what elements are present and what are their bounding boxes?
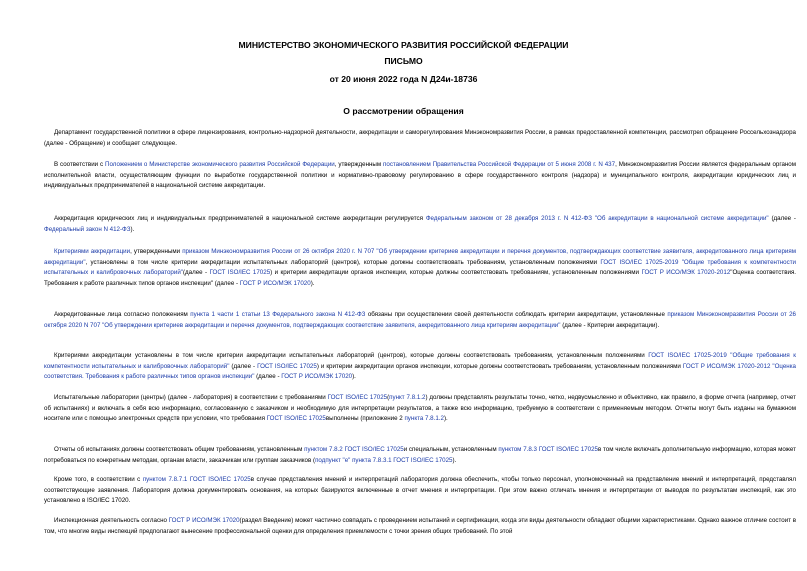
paragraph-text: (раздел Введение) может частично совпадать с проведением испытаний и сертификации, когда эти виды деятельности обладают общими характеристиками. Однако важное отличие состоит в том, что многие виды инспекций предполагают вынесение профессиональной оценки для определения приемлемости с точки зрения общих требований. По этой [44,517,796,535]
paragraph-text: ( [387,394,390,401]
document-link[interactable]: ГОСТ ISO/IEC 17025 [327,394,388,401]
document-date-number: от 20 июня 2022 года N Д24и-18736 [329,74,478,84]
paragraph-text: , утвержденными [130,248,183,255]
paragraph-text: обязаны при осуществлении своей деятельности соблюдать критерии аккредитации, установленные [365,311,668,318]
document-link[interactable]: пункт 7.8.1.2 [389,394,426,401]
document-link[interactable]: Положением о Министерстве экономического развития Российской Федерации [105,161,335,168]
paragraph-text: Аккредитация юридических лиц и индивидуальных предпринимателей в национальной системе аккредитации регулируется [54,215,426,222]
paragraph-text: Департамент государственной политики в сфере лицензирования, контрольно-надзорной деятельности, аккредитации и саморегулирования Минэкономразвития России, в рамках предоставленной компетенции, рассмотрел обращение Россельхознадзора (далее - Обращение) и сообщает следующее. [44,129,796,147]
document-link[interactable]: ГОСТ Р ИСО/МЭК 17020 [239,280,311,288]
paragraph [44,214,796,235]
document-link[interactable]: приказом Минэкономразвития России от 26 октября 2020 N 707 "Об утверждении критериев аккредитации и перечня документов, подтверждающих соответствие заявителя, аккредитованного лица критериям аккредитации" [44,311,796,329]
paragraph-text: , установлены в том числе критерии аккредитации испытательных лабораторий (центров), которые должны соответствовать требованиям, установленным положениями [85,258,601,266]
paragraph-text: в том числе включать дополнительную информацию, которая может потребоваться по конкретным методам, органам власти, заказчикам или группам заказчиков ( [44,446,796,464]
paragraph-text: ). [130,225,135,233]
paragraph-text: ). [443,415,448,423]
paragraph-text: В соответствии с [54,161,106,168]
paragraph-text: (далее - [254,373,282,381]
paragraph [44,516,796,537]
document-link[interactable]: ГОСТ Р ИСО/МЭК 17020 [281,373,353,381]
ministry-title: МИНИСТЕРСТВО ЭКОНОМИЧЕСКОГО РАЗВИТИЯ РОССИЙСКОЙ ФЕДЕРАЦИИ [238,40,569,50]
document-link[interactable]: ГОСТ ISO/IEC 17025-2019 "Общие требования к компетентности испытательных и калибровочных лабораторий" [44,352,796,370]
paragraph [44,475,796,507]
paragraph-text: (далее - Критерии аккредитации). [560,321,660,329]
paragraph-text: в случае представления мнений и интерпретаций лаборатория должна обеспечить, чтобы только персонал, уполномоченный на представление мнений и интерпретаций, представлял соответствующие заявления. Лаборатория должна документировать основания, на которых базируются включенные в отчет мнения и интерпретации. При этом важно отличать мнения и интерпретации от выводов по результатам инспекций, как это установлено в ISO/IEC 17020. [44,476,797,505]
paragraph [44,393,796,425]
document-link[interactable]: ГОСТ ISO/IEC 17025 [266,415,326,423]
paragraph-text: и специальным, установленным [403,446,499,453]
document-link[interactable]: пункта 7.8.1.2 [404,415,444,423]
paragraph-text: Инспекционная деятельность согласно [54,517,169,524]
document-link[interactable]: ГОСТ Р ИСО/МЭК 17020-2012 "Оценка соответствия. Требования к работе различных типов органов инспекции" [44,362,797,381]
paragraph-text: "Оценка соответствия. Требования к работе различных типов органов инспекции" (далее - [44,269,797,288]
paragraph-text: Критериями аккредитации установлены в том числе критерии аккредитации испытательных лабораторий (центров), которые должны соответствовать требованиям, установленным положениями [54,352,649,359]
document-link[interactable]: подпункт "e" пункта 7.8.3.1 ГОСТ ISO/IEC 17025 [315,456,453,464]
document-link[interactable]: пунктом 7.8.7.1 ГОСТ ISO/IEC 17025 [142,476,251,483]
paragraph-text: ) и критерии аккредитации органов инспекции, которые должны соответствовать требованиям, установленным положениями [270,269,642,277]
document-link[interactable]: постановлением Правительства Российской Федерации от 5 июня 2008 г. N 437 [383,161,616,168]
document-link[interactable]: пунктом 7.8.2 ГОСТ ISO/IEC 17025 [304,446,404,453]
paragraph-text: выполнены (приложение 2 [325,415,405,423]
paragraph-text: , утвержденным [334,161,384,168]
document-link[interactable]: ГОСТ Р ИСО/МЭК 17020 [168,517,240,524]
paragraph-text: Кроме того, в соответствии с [54,476,143,483]
document-link[interactable]: пунктом 7.8.3 ГОСТ ISO/IEC 17025 [498,446,598,453]
paragraph-text: Отчеты об испытаниях должны соответствовать общим требованиям, установленным [54,446,305,453]
paragraph-text: ). [352,373,356,381]
paragraph-text: (далее - [182,269,210,277]
paragraph-text: , Минэкономразвития России является федеральным органом исполнительной власти, осуществляющим функции по выработке государственной политики и нормативно-правовому регулированию в сфере государственного контроля (надзора) и муниципального контроля, аккредитации юридических лиц и индивидуальных предпринимателей в национальной системе аккредитации. [44,161,797,190]
document-link[interactable]: пункта 1 части 1 статьи 13 Федерального закона N 412-ФЗ [190,311,366,318]
document-link[interactable]: ГОСТ ISO/IEC 17025 [209,269,271,277]
document-link[interactable]: Федеральный закон N 412-ФЗ [44,225,131,233]
paragraph-text: ) и критерии аккредитации органов инспекции, которые должны соответствовать требованиям, установленным положениями [316,362,683,370]
document-link[interactable]: ГОСТ Р ИСО/МЭК 17020-2012 [641,269,731,277]
paragraph-text: (далее - [229,362,258,370]
paragraph-text: (далее - [768,215,796,222]
paragraph [44,310,796,331]
document-subject: О рассмотрении обращения [343,106,464,116]
document-link[interactable]: приказом Минэкономразвития России от 26 октября 2020 г. N 707 "Об утверждении критериев аккредитации и перечня документов, подтверждающих соответствие заявителя, аккредитованного лица критериям аккредитации" [44,248,796,266]
paragraph [44,445,796,466]
document-link[interactable]: Федеральным законом от 28 декабря 2013 г. N 412-ФЗ "Об аккредитации в национальной системе аккредитации" [425,215,769,222]
document-type: ПИСЬМО [384,56,423,66]
paragraph-text: ) должны представлять результаты точно, четко, недвусмысленно и объективно, как правило, в форме отчета (например, отчет об испытаниях) и включать в себя всю информацию, согласованную с заказчиком и необходимую для интерпретации результатов, а также всю информацию, требуемую в соответствии с применяемым методом. Отчеты могут быть изданы на бумажном носителе или с помощью электронных средств при условии, что требования [44,394,796,423]
paragraph-text: Аккредитованные лица согласно положениям [54,311,191,318]
paragraph [44,128,796,149]
paragraph [44,351,796,383]
document-link[interactable]: Критериями аккредитации [54,248,131,255]
paragraph [44,247,796,290]
paragraph [44,160,796,192]
paragraph-text: ). [452,456,457,464]
paragraph-text: ). [310,280,315,288]
document-link[interactable]: ГОСТ ISO/IEC 17025-2019 "Общие требования к компетентности испытательных и калибровочных лабораторий" [44,258,797,277]
document-link[interactable]: ГОСТ ISO/IEC 17025 [257,362,317,370]
paragraph-text: Испытательные лаборатории (центры) (далее - лаборатория) в соответствии с требованиями [54,394,328,401]
